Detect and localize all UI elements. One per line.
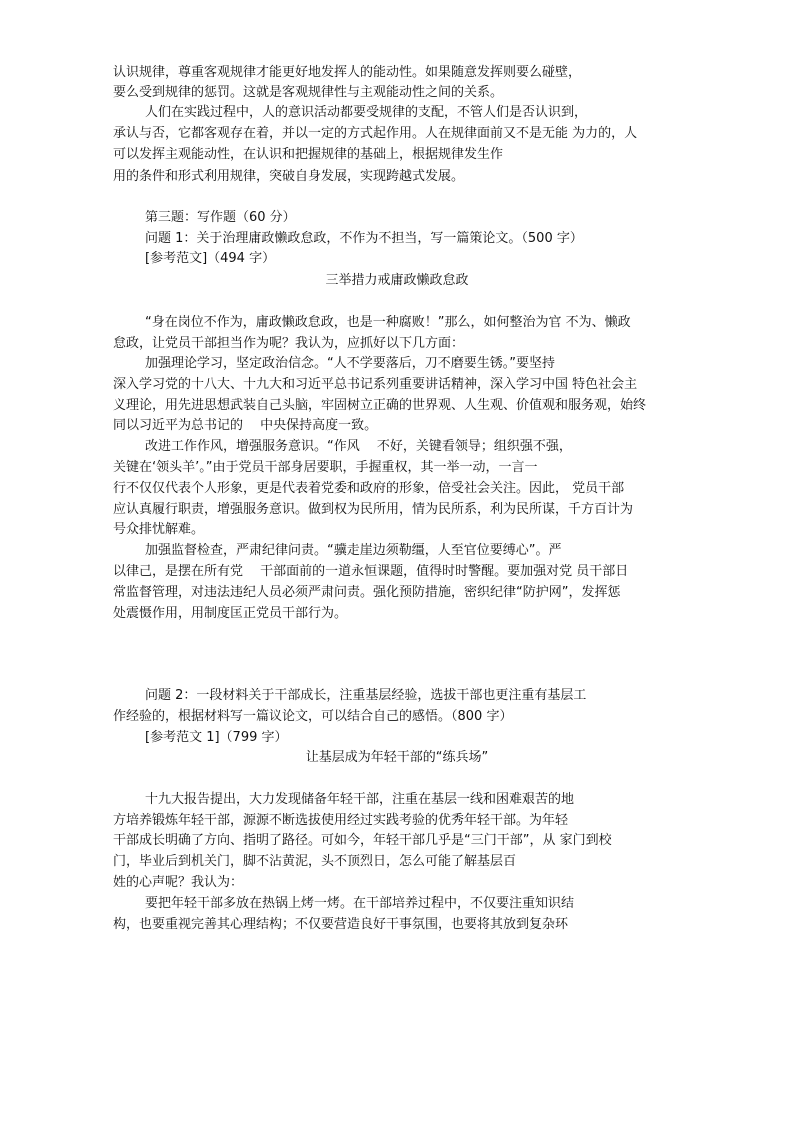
essay-line: 构，也要重视完善其心理结构；不仅要营造良好干事氛围，也要将其放到复杂环 [113,917,569,932]
essay-line: 常监督管理，对违法违纪人员必须严肃问责。强化预防措施，密织纪律“防护网”，发挥惩 [113,585,621,600]
essay-line: 方培养锻炼年轻干部，源源不断选拔使用经过实践考验的优秀年轻干部。为年轻 [113,813,569,828]
paragraph-line: 用的条件和形式利用规律，突破自身发展，实现跨越式发展。 [113,169,465,184]
essay-line: 门，毕业后到机关门，脚不沾黄泥，头不顶烈日，怎么可能了解基层百 [113,854,517,869]
essay-line: 关键在‘领头羊’。”由于党员干部身居要职，手握重权，其一举一动，一言一 [113,460,538,475]
essay-line: “身在岗位不作为，庸政懒政怠政，也是一种腐败！”那么，如何整治为官 不为、懒政 [145,315,631,330]
essay-line: 以律己，是摆在所有党 干部面前的一道永恒课题，值得时时警醒。要加强对党 员干部日 [113,564,629,579]
essay-line: 改进工作作风，增强服务意识。“作风 不好，关键看领导；组织强不强， [145,439,572,454]
section-heading: 第三题：写作题（60 分） [145,210,296,225]
question-2: 问题 2：一段材料关于干部成长，注重基层经验，选拔干部也更注重有基层工 [145,688,587,703]
essay-line: 要把年轻干部多放在热锅上烤一烤。在干部培养过程中，不仅要注重知识结 [145,896,575,911]
paragraph-line: 人们在实践过程中，人的意识活动都要受规律的支配，不管人们是否认识到， [145,105,588,120]
essay-line: 号众排忧解难。 [113,522,205,537]
paragraph-line: 承认与否，它都客观存在着，并以一定的方式起作用。人在规律面前又不是无能 为力的，人 [113,126,638,141]
paragraph-line: 认识规律，尊重客观规律才能更好地发挥人的能动性。如果随意发挥则要么碰壁， [113,65,582,80]
essay-line: 同以习近平为总书记的 中央保持高度一致。 [113,418,378,433]
essay-line: 处震慑作用，用制度匡正党员干部行为。 [113,606,348,621]
reference-label-1: [参考范文]（494 字） [145,251,276,266]
reference-label-2: [参考范文 1]（799 字） [145,730,288,745]
essay-line: 义理论，用先进思想武装自己头脑，牢固树立正确的世界观、人生观、价值观和服务观，始终 [113,398,647,413]
essay-line: 加强理论学习，坚定政治信念。“人不学要落后，刀不磨要生锈。”要坚持 [145,356,555,371]
paragraph-line: 要么受到规律的惩罚。这就是客观规律性与主观能动性之间的关系。 [113,85,504,100]
paragraph-line: 可以发挥主观能动性，在认识和把握规律的基础上，根据规律发生作 [113,147,504,162]
question-1: 问题 1：关于治理庸政懒政怠政，不作为不担当，写一篇策论文。（500 字） [145,231,583,246]
essay-line: 干部成长明确了方向、指明了路径。可如今，年轻干部几乎是“三门干部”，从 家门到校 [113,833,612,848]
essay-line: 怠政，让党员干部担当作为呢？我认为，应抓好以下几方面： [113,336,465,351]
question-2: 作经验的，根据材料写一篇议论文，可以结合自己的感悟。（800 字） [113,709,513,724]
essay-title-2: 让基层成为年轻干部的“练兵场” [305,750,489,765]
essay-line: 加强监督检查，严肃纪律问责。“骥走崖边须勒缰，人至官位要缚心”。严 [145,543,562,558]
essay-line: 深入学习党的十八大、十九大和习近平总书记系列重要讲话精神，深入学习中国 特色社会主 [113,377,638,392]
essay-line: 应认真履行职责，增强服务意识。做到权为民所用，情为民所系，利为民所谋，千方百计为 [113,502,634,517]
essay-line: 姓的心声呢？我认为： [113,875,244,890]
essay-title-1: 三举措力戒庸政懒政怠政 [325,273,469,288]
essay-line: 行不仅仅代表个人形象，更是代表着党委和政府的形象，倍受社会关注。因此， 党员干部 [113,481,625,496]
essay-line: 十九大报告提出，大力发现储备年轻干部，注重在基层一线和困难艰苦的地 [145,792,575,807]
